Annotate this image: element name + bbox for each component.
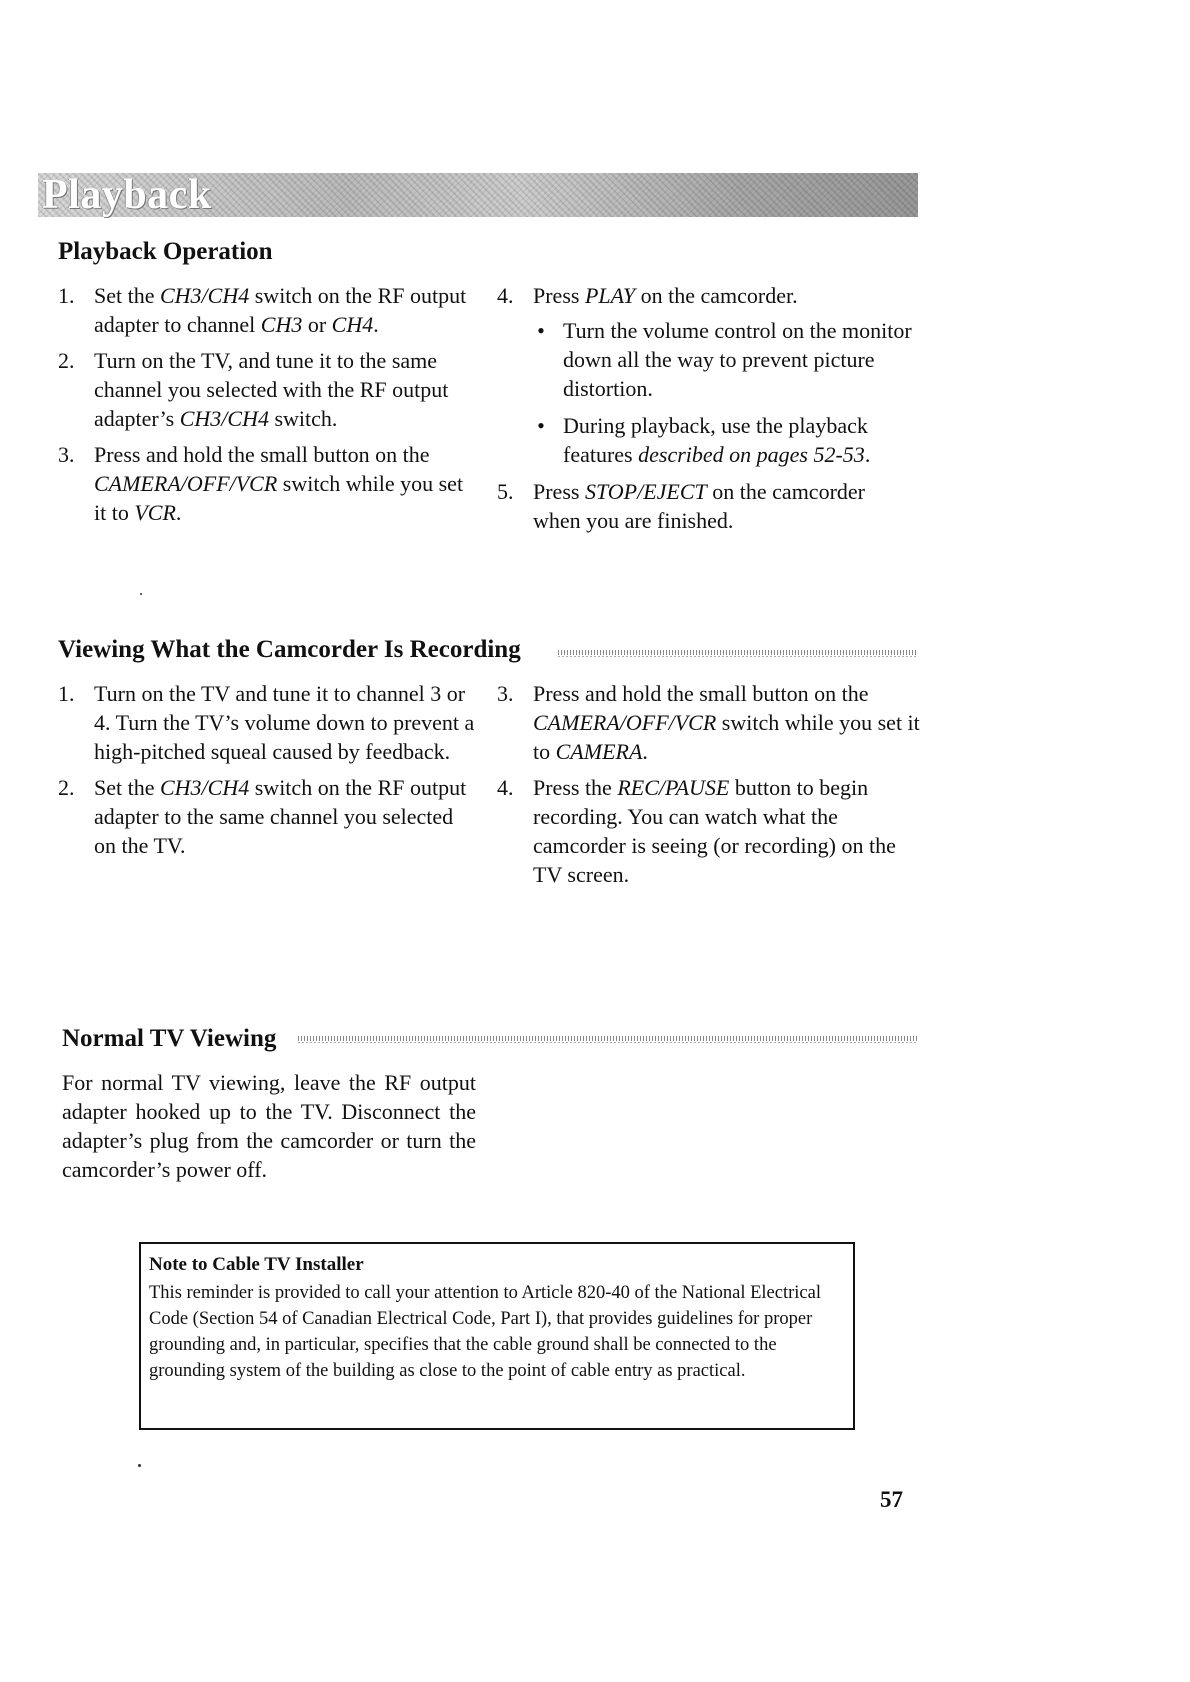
numbered-step bbox=[58, 679, 478, 766]
viewing-recording-right-column bbox=[497, 679, 922, 896]
numbered-step bbox=[58, 346, 478, 433]
bullet-icon: • bbox=[537, 318, 545, 343]
emphasized-text: CH3/CH4 bbox=[160, 775, 250, 800]
step-text bbox=[533, 679, 922, 766]
text-run: button to begin recording. You can watch what the camcorder is seeing (or recording) on the TV screen. bbox=[533, 775, 896, 887]
text-run: on the camcorder. bbox=[635, 283, 798, 308]
text-run: switch on the RF output adapter to channel bbox=[94, 283, 467, 337]
step-text bbox=[94, 440, 478, 527]
text-run: . bbox=[373, 312, 379, 337]
emphasized-text: described on pages 52-53 bbox=[638, 442, 865, 467]
step-number: 2. bbox=[58, 775, 75, 800]
text-run: Turn the volume control on the monitor down all the way to prevent picture distortion. bbox=[563, 318, 912, 401]
text-run: Press bbox=[533, 283, 585, 308]
playback-operation-left-column bbox=[58, 281, 478, 534]
emphasized-text: PLAY bbox=[584, 283, 636, 308]
text-run: switch. bbox=[268, 406, 338, 431]
step-text bbox=[533, 773, 922, 889]
numbered-step bbox=[58, 773, 478, 860]
scan-speck bbox=[138, 1464, 141, 1467]
step-text bbox=[533, 477, 917, 535]
numbered-step bbox=[58, 440, 478, 527]
step-text bbox=[533, 281, 917, 310]
text-run: Set the bbox=[94, 283, 160, 308]
text-run: Turn on the TV and tune it to channel 3 or 4. Turn the TV’s volume down to prevent a high-pitched squeal caused by feedback. bbox=[94, 681, 475, 764]
step-number: 4. bbox=[497, 283, 514, 308]
text-run: . bbox=[175, 500, 182, 525]
page-number: 57 bbox=[880, 1487, 903, 1512]
numbered-step bbox=[58, 281, 478, 339]
step-number: 4. bbox=[497, 775, 514, 800]
text-run: . bbox=[864, 442, 871, 467]
playback-operation-heading: Playback Operation bbox=[58, 238, 273, 265]
bullet-item bbox=[533, 316, 917, 403]
numbered-step bbox=[497, 281, 917, 469]
text-run: Set the bbox=[94, 775, 160, 800]
step-number: 5. bbox=[497, 479, 514, 504]
text-run: . bbox=[642, 739, 648, 764]
text-run: Press and hold the small button on the bbox=[533, 681, 869, 706]
viewing-recording-heading: Viewing What the Camcorder Is Recording bbox=[58, 636, 521, 663]
emphasized-text: CH3/CH4 bbox=[160, 283, 250, 308]
text-run: Turn on the TV, and tune it to the same channel you selected with the RF output adapter’s bbox=[94, 348, 449, 431]
emphasized-text: CAMERA/OFF/VCR bbox=[533, 710, 717, 735]
emphasized-text: CH3/CH4 bbox=[179, 406, 269, 431]
step-text bbox=[94, 346, 478, 433]
text-run: Press bbox=[533, 479, 585, 504]
step-text bbox=[94, 773, 478, 860]
bullet-list bbox=[533, 316, 917, 469]
numbered-step bbox=[497, 679, 922, 766]
scan-speck bbox=[140, 593, 142, 595]
step-number: 1. bbox=[58, 283, 75, 308]
emphasized-text: CH4 bbox=[331, 312, 374, 337]
step-number: 3. bbox=[58, 442, 75, 467]
note-title: Note to Cable TV Installer bbox=[149, 1254, 364, 1275]
text-run: switch while you set it to bbox=[533, 710, 920, 764]
bullet-item bbox=[533, 411, 917, 469]
text-run: Press the bbox=[533, 775, 618, 800]
banner-title: Playback bbox=[42, 172, 212, 218]
normal-tv-heading: Normal TV Viewing bbox=[62, 1025, 277, 1052]
emphasized-text: CAMERA/OFF/VCR bbox=[94, 471, 278, 496]
cable-installer-note bbox=[139, 1242, 855, 1430]
emphasized-text: CH3 bbox=[260, 312, 303, 337]
text-run: During playback, use the playback features bbox=[563, 413, 868, 467]
emphasized-text: VCR bbox=[134, 500, 176, 525]
text-run: or bbox=[302, 312, 332, 337]
emphasized-text: REC/PAUSE bbox=[617, 775, 730, 800]
step-number: 3. bbox=[497, 681, 514, 706]
text-run: Press and hold the small button on the bbox=[94, 442, 430, 467]
numbered-step bbox=[497, 773, 922, 889]
text-run: on the camcorder when you are finished. bbox=[533, 479, 865, 533]
note-text: This reminder is provided to call your attention to Article 820-40 of the National Electrical Code (Section 54 of Canadian Electrical Code, Part I), that provides guidelines for proper grounding and, in particular, specifies that the cable ground shall be connected to the grounding system of the building as close to the point of cable entry as practical. bbox=[149, 1283, 821, 1381]
heading-rule bbox=[558, 650, 917, 655]
emphasized-text: STOP/EJECT bbox=[584, 479, 707, 504]
heading-rule bbox=[298, 1036, 917, 1041]
text-run: switch on the RF output adapter to the same channel you selected on the TV. bbox=[94, 775, 467, 858]
normal-tv-paragraph: For normal TV viewing, leave the RF output adapter hooked up to the TV. Disconnect the adapter’s plug from the camcorder or turn the camcorder’s power off. bbox=[62, 1070, 476, 1182]
emphasized-text: CAMERA bbox=[555, 739, 643, 764]
bullet-icon: • bbox=[537, 413, 545, 438]
step-text bbox=[94, 679, 478, 766]
step-text bbox=[94, 281, 478, 339]
step-number: 1. bbox=[58, 681, 75, 706]
numbered-step bbox=[497, 477, 917, 535]
text-run: switch while you set it to bbox=[94, 471, 464, 525]
playback-operation-right-column bbox=[497, 281, 917, 542]
step-number: 2. bbox=[58, 348, 75, 373]
section-banner bbox=[38, 173, 918, 217]
viewing-recording-left-column bbox=[58, 679, 478, 867]
